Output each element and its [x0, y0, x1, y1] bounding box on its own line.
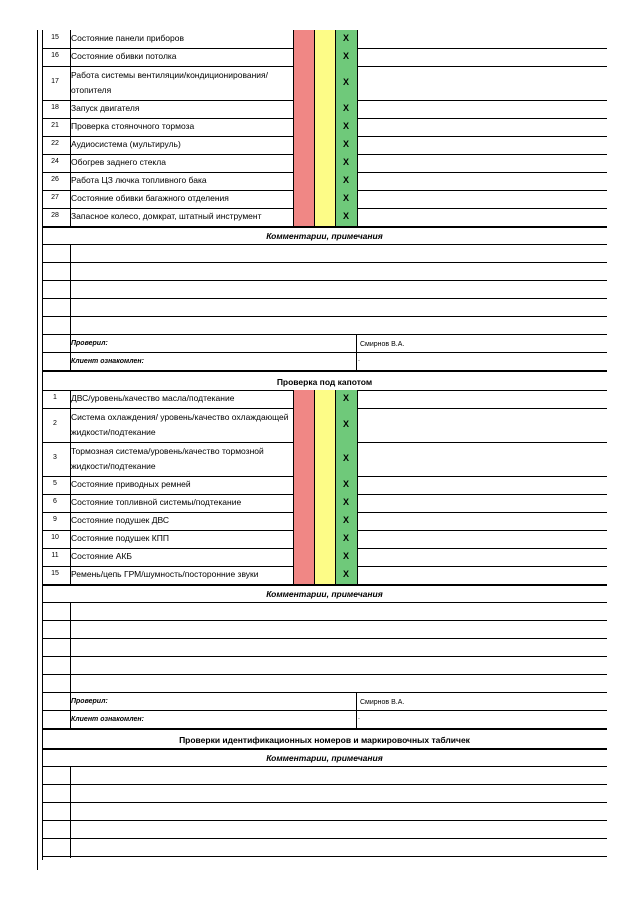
sec2-check-mark: X: [342, 419, 349, 429]
sec1-comments-title: Комментарии, примечания: [266, 231, 383, 241]
sec1-check-mark: X: [342, 157, 349, 167]
sec2-red-cell: [293, 476, 314, 494]
sec2-yellow-cell: [314, 530, 335, 548]
row-border: [42, 298, 607, 299]
sec2-check-mark: X: [342, 453, 349, 463]
column-border: [335, 390, 336, 584]
sec2-row-label: Состояние приводных ремней: [71, 479, 191, 489]
sec2-check-mark: X: [342, 479, 349, 489]
sec2-yellow-cell: [314, 494, 335, 512]
sec2-yellow-cell: [314, 408, 335, 442]
sec2-yellow-cell: [314, 390, 335, 408]
sec1-check-mark: X: [342, 121, 349, 131]
row-border: [42, 584, 607, 586]
sec1-red-cell: [293, 118, 314, 136]
sec2-check-mark: X: [342, 551, 349, 561]
sec1-red-cell: [293, 66, 314, 100]
column-border: [70, 30, 71, 226]
sec1-row-number: 21: [51, 122, 59, 129]
sec2-red-cell: [293, 530, 314, 548]
sec1-check-mark: X: [342, 211, 349, 221]
sec2-red-cell: [293, 512, 314, 530]
sec2-row-number: 15: [51, 570, 59, 577]
sec2-yellow-cell: [314, 512, 335, 530]
row-border: [42, 728, 607, 730]
sec1-yellow-cell: [314, 30, 335, 48]
sec2-row-label: Тормозная система/уровень/качество тормозной: [71, 446, 264, 456]
row-border: [42, 602, 607, 603]
sec1-yellow-cell: [314, 136, 335, 154]
sec1-check-mark: X: [342, 33, 349, 43]
sec2-red-cell: [293, 548, 314, 566]
sec1-red-cell: [293, 172, 314, 190]
column-border: [293, 390, 294, 584]
sec3-title: Проверки идентификационных номеров и маркировочных табличек: [179, 735, 470, 745]
sec2-red-cell: [293, 408, 314, 442]
sec2-row-number: 10: [51, 534, 59, 541]
sec1-red-cell: [293, 154, 314, 172]
sec1-checked-value: Смирнов В.А.: [360, 341, 405, 348]
sec1-client-value: .: [358, 356, 360, 363]
sec2-title: Проверка под капотом: [276, 377, 373, 387]
sec1-yellow-cell: [314, 118, 335, 136]
sec1-red-cell: [293, 30, 314, 48]
sec1-row-number: 28: [51, 212, 59, 219]
sec1-red-cell: [293, 208, 314, 226]
sec1-row-label: Проверка стояночного тормоза: [71, 121, 195, 131]
sec1-row-label: Аудиосистема (мультируль): [71, 139, 181, 149]
sec1-row-label: Обогрев заднего стекла: [71, 157, 166, 167]
row-border: [42, 820, 607, 821]
sec2-row-number: 6: [53, 498, 57, 505]
sec1-client-label: Клиент ознакомлен:: [71, 358, 144, 365]
sec2-checked-label: Проверил:: [71, 698, 108, 705]
sec1-red-cell: [293, 48, 314, 66]
row-border: [42, 334, 607, 335]
sec2-row-number: 9: [53, 516, 57, 523]
column-border: [357, 390, 358, 584]
sec2-red-cell: [293, 566, 314, 584]
sec1-row-label: Состояние обивки потолка: [71, 51, 177, 61]
sec1-check-mark: X: [342, 51, 349, 61]
sec2-row-number: 2: [53, 420, 57, 427]
column-border: [37, 30, 38, 870]
row-border: [42, 856, 607, 857]
sec1-row-number: 15: [51, 34, 59, 41]
row-border: [42, 280, 607, 281]
row-border: [42, 838, 607, 839]
sec2-check-mark: X: [342, 569, 349, 579]
column-border: [357, 30, 358, 226]
row-border: [42, 638, 607, 639]
column-border: [314, 390, 315, 584]
sec1-row-number: 17: [51, 78, 59, 85]
column-border: [314, 30, 315, 226]
sec1-yellow-cell: [314, 66, 335, 100]
sec2-comments-title: Комментарии, примечания: [266, 589, 383, 599]
sec2-row-number: 3: [53, 454, 57, 461]
sec2-check-mark: X: [342, 393, 349, 403]
row-border: [42, 226, 607, 228]
sec1-row-label: Состояние панели приборов: [71, 33, 184, 43]
row-border: [42, 784, 607, 785]
sec1-yellow-cell: [314, 154, 335, 172]
sec1-check-mark: X: [342, 175, 349, 185]
sec2-client-label: Клиент ознакомлен:: [71, 716, 144, 723]
sec2-row-label: Состояние АКБ: [71, 551, 132, 561]
sec2-row-label: Система охлаждения/ уровень/качество охлаждающей: [71, 412, 289, 422]
row-border: [42, 262, 607, 263]
sec3-comments-title: Комментарии, примечания: [266, 753, 383, 763]
sec2-row-label: Ремень/цепь ГРМ/шумность/посторонние звуки: [71, 569, 259, 579]
sec1-red-cell: [293, 136, 314, 154]
sec1-row-label: Запуск двигателя: [71, 103, 140, 113]
sec2-red-cell: [293, 442, 314, 476]
sec1-row-number: 27: [51, 194, 59, 201]
sec2-check-mark: X: [342, 497, 349, 507]
sec2-row-label: Состояние подушек КПП: [71, 533, 169, 543]
sec1-yellow-cell: [314, 172, 335, 190]
sec2-row-label: Состояние топливной системы/подтекание: [71, 497, 242, 507]
sec1-yellow-cell: [314, 208, 335, 226]
row-border: [42, 766, 607, 767]
column-border: [70, 390, 71, 584]
sec2-yellow-cell: [314, 442, 335, 476]
row-border: [42, 352, 607, 353]
sec2-client-value: .: [358, 714, 360, 721]
sec2-red-cell: [293, 390, 314, 408]
sec2-check-mark: X: [342, 515, 349, 525]
sec1-row-number: 26: [51, 176, 59, 183]
sec2-row-label-line2: жидкости/подтекание: [71, 461, 156, 471]
sec1-red-cell: [293, 100, 314, 118]
sec2-checked-value: Смирнов В.А.: [360, 699, 405, 706]
sec2-red-cell: [293, 494, 314, 512]
sec1-row-number: 18: [51, 104, 59, 111]
sec1-row-number: 16: [51, 52, 59, 59]
sec2-row-label-line2: жидкости/подтекание: [71, 427, 156, 437]
column-border: [70, 766, 71, 858]
sec2-yellow-cell: [314, 548, 335, 566]
sec1-check-mark: X: [342, 77, 349, 87]
sec1-row-number: 22: [51, 140, 59, 147]
row-border: [42, 674, 607, 675]
row-border: [42, 244, 607, 245]
sec2-row-label: ДВС/уровень/качество масла/подтекание: [71, 393, 235, 403]
column-border: [335, 30, 336, 226]
row-border: [42, 710, 607, 711]
sec1-row-label: Состояние обивки багажного отделения: [71, 193, 229, 203]
row-border: [42, 656, 607, 657]
sec1-row-label: Запасное колесо, домкрат, штатный инструмент: [71, 211, 262, 221]
sec2-yellow-cell: [314, 566, 335, 584]
row-border: [42, 370, 607, 372]
sec2-row-number: 11: [51, 552, 59, 559]
sec1-check-mark: X: [342, 103, 349, 113]
row-border: [42, 620, 607, 621]
row-border: [42, 802, 607, 803]
sec1-row-number: 24: [51, 158, 59, 165]
row-border: [42, 316, 607, 317]
sec1-yellow-cell: [314, 100, 335, 118]
sec1-row-label-line2: отопителя: [71, 85, 112, 95]
sec2-check-mark: X: [342, 533, 349, 543]
sec2-row-label: Состояние подушек ДВС: [71, 515, 170, 525]
sec2-row-number: 1: [53, 394, 57, 401]
row-border: [42, 692, 607, 693]
sec1-row-label: Работа ЦЗ лючка топливного бака: [71, 175, 207, 185]
sec1-checked-label: Проверил:: [71, 340, 108, 347]
sec1-row-label: Работа системы вентиляции/кондиционирования/: [71, 70, 269, 80]
sec1-check-mark: X: [342, 193, 349, 203]
sec2-row-number: 5: [53, 480, 57, 487]
sec1-check-mark: X: [342, 139, 349, 149]
sec1-yellow-cell: [314, 190, 335, 208]
sec1-red-cell: [293, 190, 314, 208]
row-border: [42, 748, 607, 750]
sec2-yellow-cell: [314, 476, 335, 494]
sec1-yellow-cell: [314, 48, 335, 66]
column-border: [293, 30, 294, 226]
